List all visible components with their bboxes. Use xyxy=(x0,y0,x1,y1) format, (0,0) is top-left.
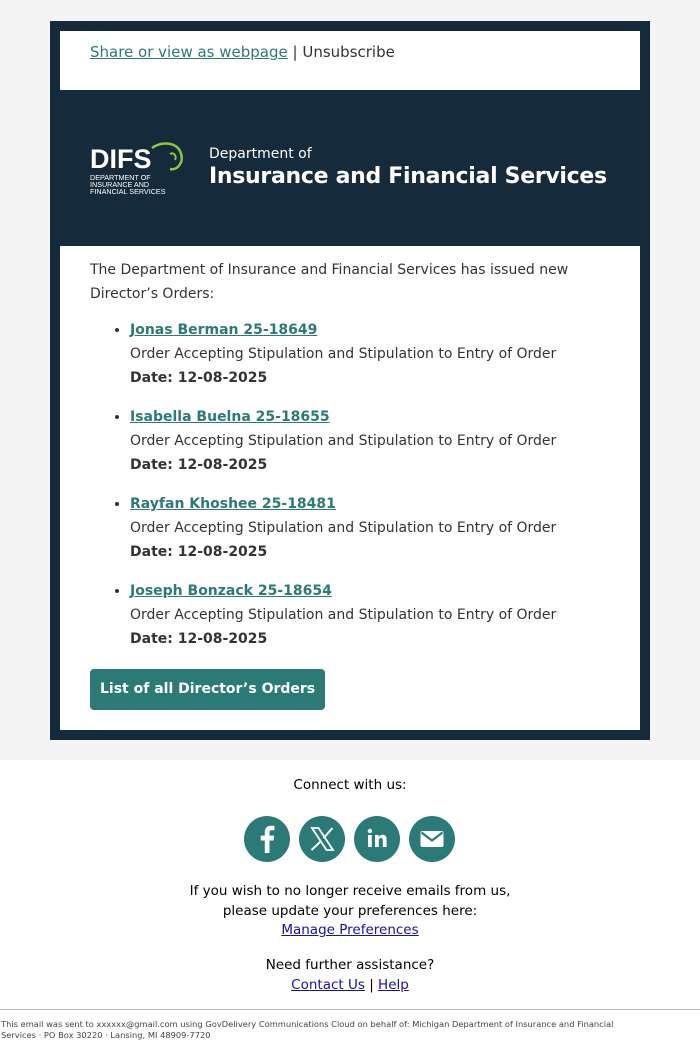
email-content xyxy=(60,246,640,730)
email-frame xyxy=(50,21,650,740)
unsubscribe-link[interactable]: Unsubscribe xyxy=(302,43,395,61)
list-all-orders-button[interactable]: List of all Director’s Orders xyxy=(90,669,325,710)
order-date: Date: 12-08-2025 xyxy=(130,544,268,560)
svg-text:INSURANCE AND: INSURANCE AND xyxy=(90,180,150,189)
order-description: Order Accepting Stipulation and Stipulation to Entry of Order xyxy=(130,433,557,449)
unsubscribe-notice xyxy=(0,882,700,941)
order-item xyxy=(130,318,610,390)
order-item xyxy=(130,405,610,477)
order-link[interactable]: Isabella Buelna 25-18655 xyxy=(130,409,330,425)
top-links-separator: | xyxy=(292,43,298,61)
svg-text:DIFS: DIFS xyxy=(90,144,152,174)
order-description: Order Accepting Stipulation and Stipulation to Entry of Order xyxy=(130,346,557,362)
sender-notice: This email was sent to xxxxxx@gmail.com using GovDelivery Communications Cloud on behalf of: Michigan Department of Insurance and Financial Services · PO Box 30220 · Lansing, MI 48909-7720 xyxy=(1,1019,614,1040)
x-icon[interactable] xyxy=(299,816,345,862)
order-description: Order Accepting Stipulation and Stipulation to Entry of Order xyxy=(130,607,557,623)
order-item xyxy=(130,492,610,564)
order-link[interactable]: Joseph Bonzack 25-18654 xyxy=(130,583,332,599)
linkedin-icon[interactable] xyxy=(354,816,400,862)
footer-divider xyxy=(0,1009,700,1010)
help-separator: | xyxy=(369,976,374,993)
manage-preferences-link[interactable]: Manage Preferences xyxy=(281,922,419,938)
order-date: Date: 12-08-2025 xyxy=(130,457,268,473)
dept-prefix: Department of xyxy=(209,146,312,162)
difs-logo xyxy=(90,140,185,198)
order-description: Order Accepting Stipulation and Stipulation to Entry of Order xyxy=(130,520,557,536)
svg-text:FINANCIAL SERVICES: FINANCIAL SERVICES xyxy=(90,187,166,196)
share-webpage-link[interactable]: Share or view as webpage xyxy=(90,43,288,61)
order-link[interactable]: Rayfan Khoshee 25-18481 xyxy=(130,496,336,512)
connect-label: Connect with us: xyxy=(293,777,407,793)
unsub-line-2: please update your preferences here: xyxy=(222,902,478,919)
order-item xyxy=(130,579,610,651)
contact-us-link[interactable]: Contact Us xyxy=(291,976,365,993)
email-icon[interactable] xyxy=(409,816,455,862)
orders-list xyxy=(90,318,610,651)
help-section xyxy=(0,956,700,995)
order-date: Date: 12-08-2025 xyxy=(130,370,268,386)
email-header xyxy=(60,90,640,246)
unsub-line-1: If you wish to no longer receive emails from us, xyxy=(189,883,511,899)
need-help-text: Need further assistance? xyxy=(265,957,435,973)
order-date: Date: 12-08-2025 xyxy=(130,631,268,647)
svg-text:DEPARTMENT OF: DEPARTMENT OF xyxy=(90,173,151,182)
dept-name: Insurance and Financial Services xyxy=(209,164,607,189)
order-link[interactable]: Jonas Berman 25-18649 xyxy=(130,322,318,338)
intro-text: The Department of Insurance and Financial Services has issued new Director’s Orders: xyxy=(90,262,569,302)
help-link[interactable]: Help xyxy=(378,976,409,993)
top-links-bar xyxy=(60,31,640,90)
facebook-icon[interactable] xyxy=(244,816,290,862)
